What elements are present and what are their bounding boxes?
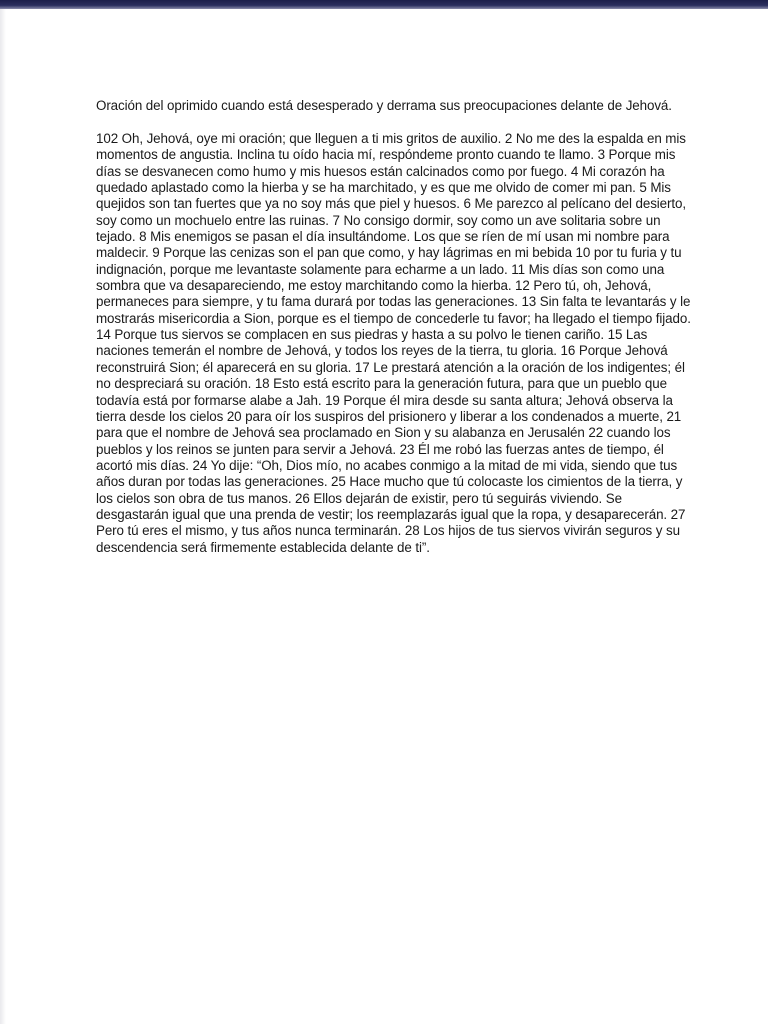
- document-heading: Oración del oprimido cuando está desesperado y derrama sus preocupaciones delante de Jehová.: [96, 98, 672, 113]
- scan-top-edge: [0, 0, 768, 9]
- scan-shadow-left: [0, 9, 6, 1024]
- document-content: [96, 97, 694, 556]
- document-body: 102 Oh, Jehová, oye mi oración; que lleguen a ti mis gritos de auxilio. 2 No me des la espalda en mis momentos de angustia. Inclina tu oído hacia mí, respóndeme pronto cuando te llamo. 3 Porque mis días se desvanecen como humo y mis huesos están calcinados como por fuego. 4 Mi corazón ha quedado aplastado como la hierba y se ha marchitado, y es que me olvido de comer mi pan. 5 Mis quejidos son tan fuertes que ya no soy más que piel y huesos. 6 Me parezco al pelícano del desierto, soy como un mochuelo entre las ruinas. 7 No consigo dormir, soy como un ave solitaria sobre un tejado. 8 Mis enemigos se pasan el día insultándome. Los que se ríen de mí usan mi nombre para maldecir. 9 Porque las cenizas son el pan que como, y hay lágrimas en mi bebida 10 por tu furia y tu indignación, porque me levantaste solamente para echarme a un lado. 11 Mis días son como una sombra que va desapareciendo, me estoy marchitando como la hierba. 12 Pero tú, oh, Jehová, permaneces para siempre, y tu fama durará por todas las generaciones. 13 Sin falta te levantarás y le mostrarás misericordia a Sion, porque es el tiempo de concederle tu favor; ha llegado el tiempo fijado. 14 Porque tus siervos se complacen en sus piedras y hasta a su polvo le tienen cariño. 15 Las naciones temerán el nombre de Jehová, y todos los reyes de la tierra, tu gloria. 16 Porque Jehová reconstruirá Sion; él aparecerá en su gloria. 17 Le prestará atención a la oración de los indigentes; él no despreciará su oración. 18 Esto está escrito para la generación futura, para que un pueblo que todavía está por formarse alabe a Jah. 19 Porque él mira desde su santa altura; Jehová observa la tierra desde los cielos 20 para oír los suspiros del prisionero y liberar a los condenados a muerte, 21 para que el nombre de Jehová sea proclamado en Sion y su alabanza en Jerusalén 22 cuando los pueblos y los reinos se junten para servir a Jehová. 23 Él me robó las fuerzas antes de tiempo, él acortó mis días. 24 Yo dije: “Oh, Dios mío, no acabes conmigo a la mitad de mi vida, siendo que tus años duran por todas las generaciones. 25 Hace mucho que tú colocaste los cimientos de la tierra, y los cielos son obra de tus manos. 26 Ellos dejarán de existir, pero tú seguirás viviendo. Se desgastarán igual que una prenda de vestir; los reemplazarás igual que la ropa, y desaparecerán. 27 Pero tú eres el mismo, y tus años nunca terminarán. 28 Los hijos de tus siervos vivirán seguros y su descendencia será firmemente establecida delante de ti”.: [96, 131, 691, 555]
